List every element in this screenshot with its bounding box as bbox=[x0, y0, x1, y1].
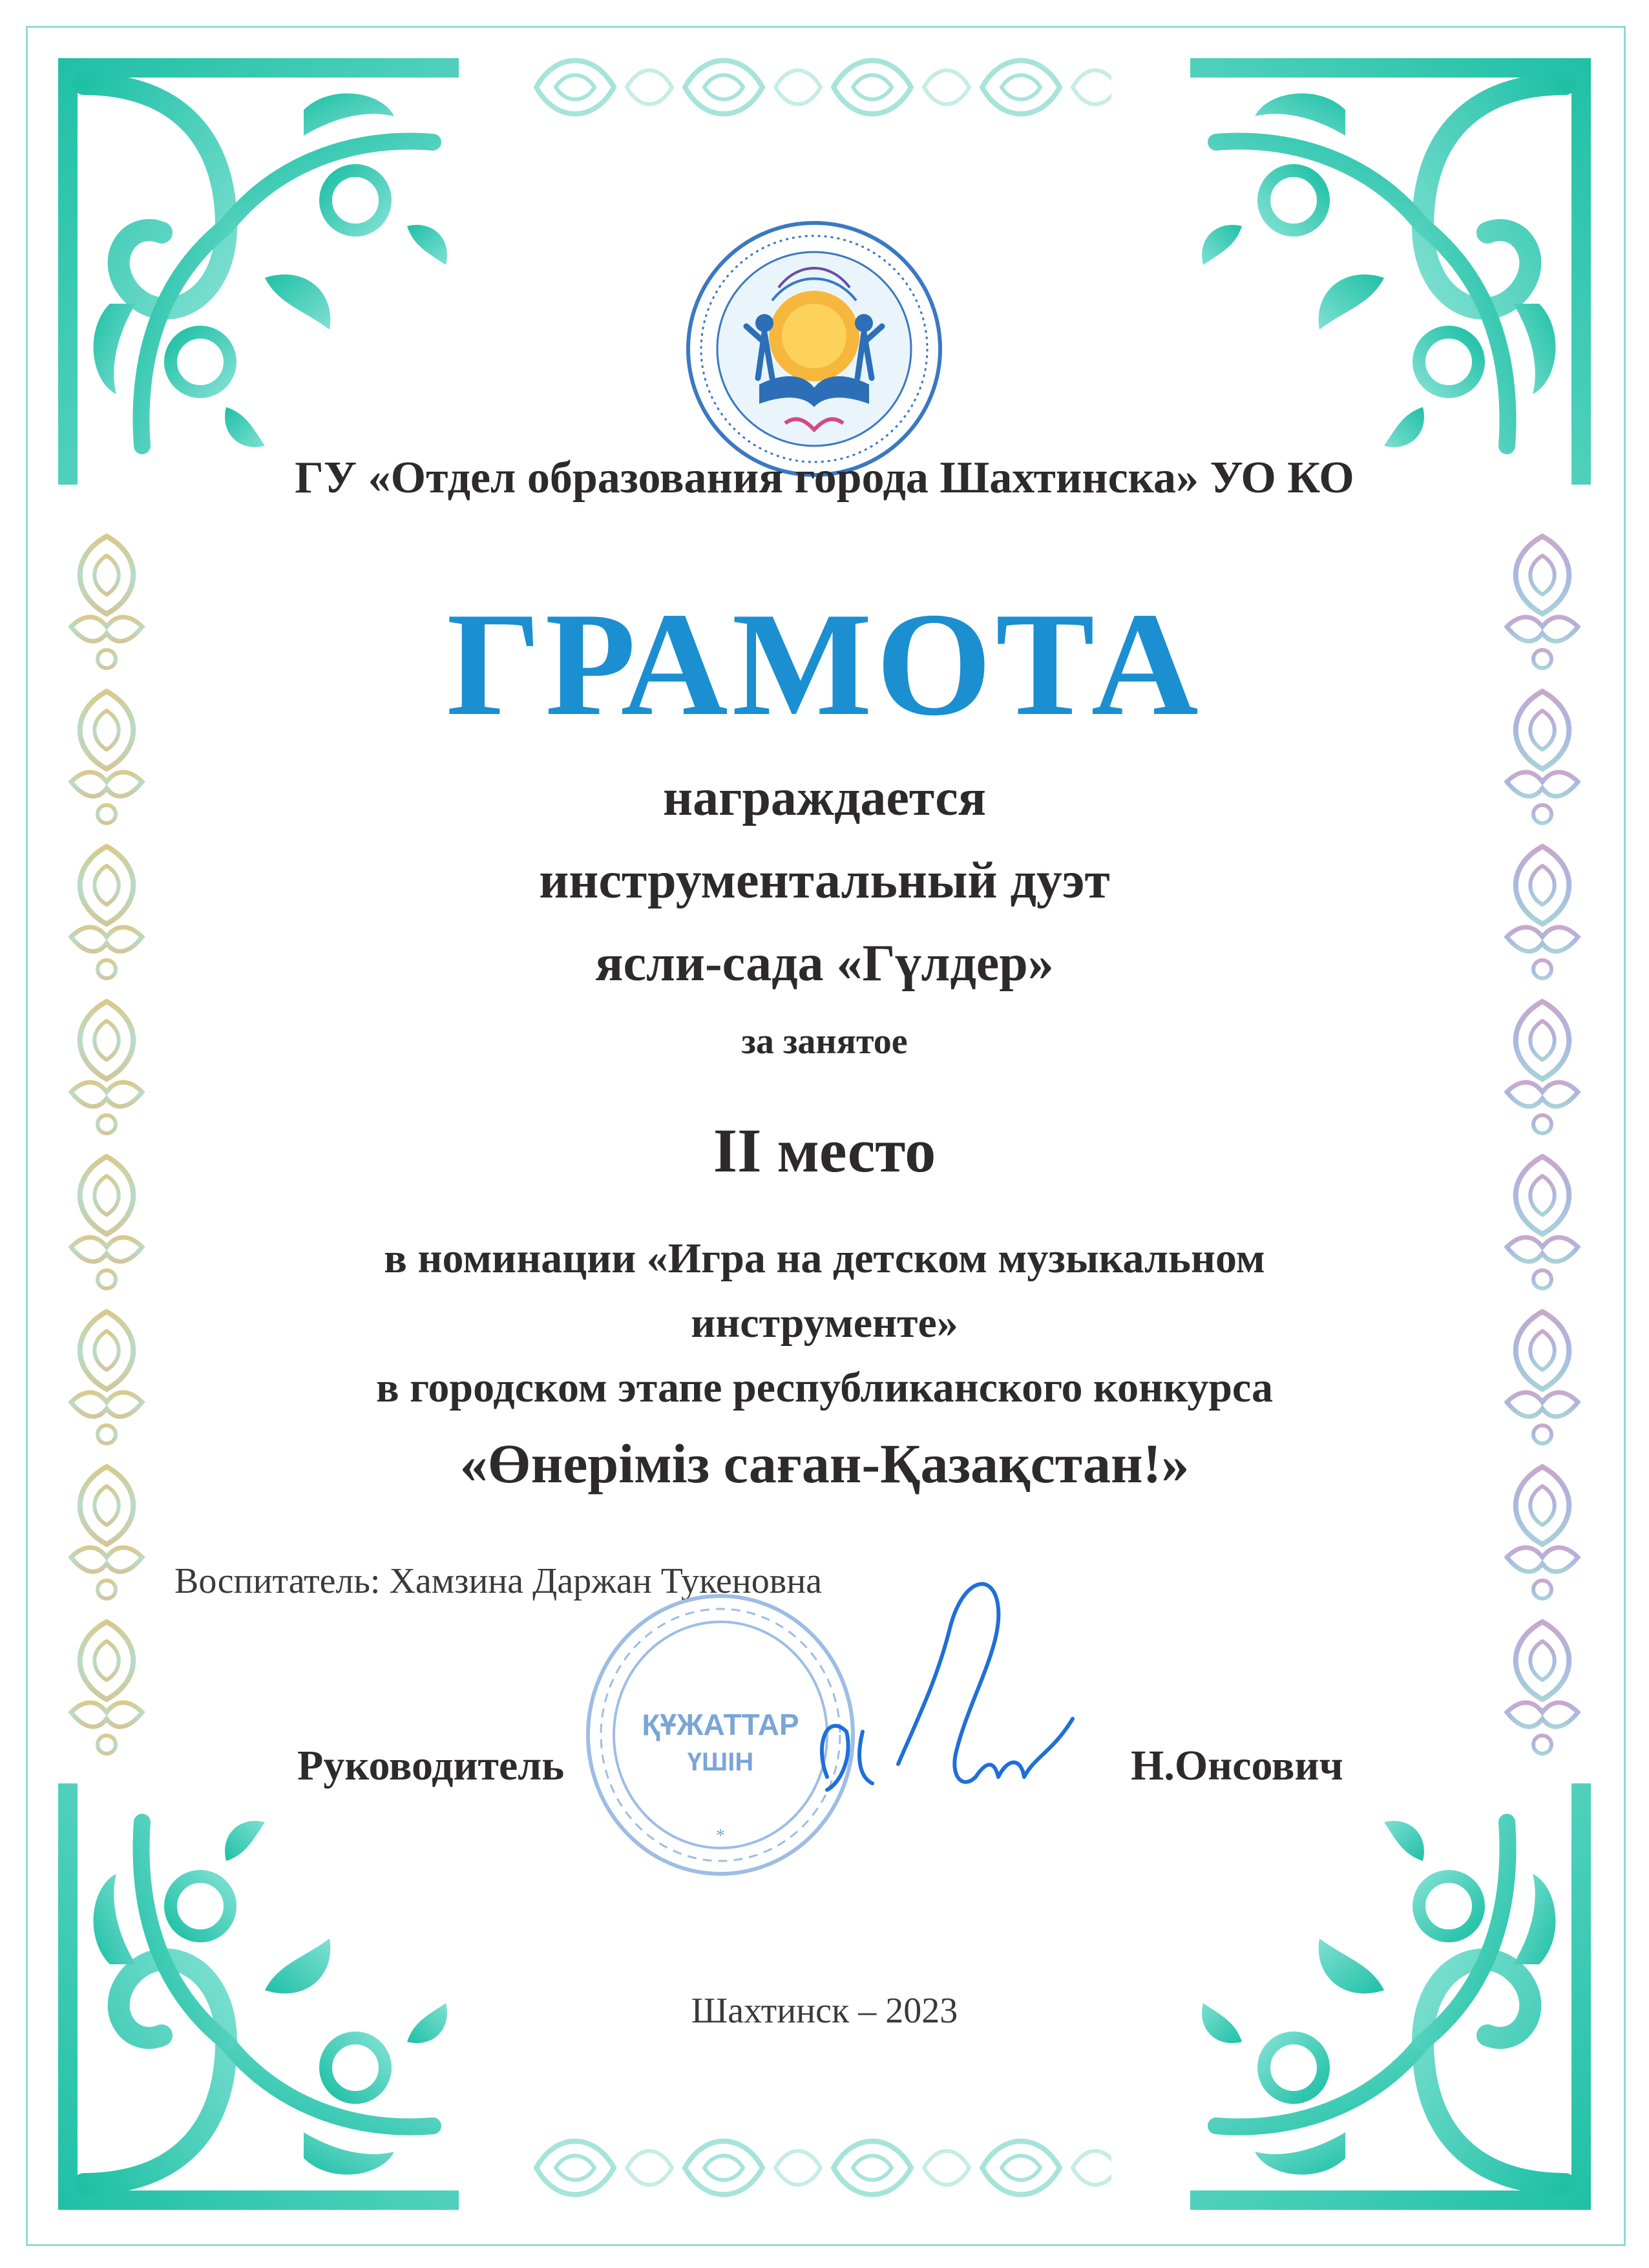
certificate-title: ГРАМОТА bbox=[446, 582, 1203, 746]
award-for-text: за занятое bbox=[741, 1022, 908, 1062]
nomination-line-2: инструменте» bbox=[691, 1299, 958, 1347]
corner-ornament-top-right bbox=[1177, 32, 1617, 498]
organization-name: ГУ «Отдел образования города Шахтинска» УО КО bbox=[295, 453, 1354, 503]
stamp-center-line-2: ҮШІН bbox=[687, 1748, 754, 1776]
corner-ornament-top-left bbox=[32, 32, 472, 498]
award-line-3: ясли-сада «Гүлдер» bbox=[595, 935, 1054, 992]
signature bbox=[801, 1564, 1111, 1835]
stamp-center-line-1: ҚҰЖАТТАР bbox=[642, 1708, 799, 1741]
award-line-1: награждается bbox=[663, 770, 986, 826]
education-department-logo-icon bbox=[682, 216, 947, 481]
contest-stage: в городском этапе республиканского конкурса bbox=[375, 1364, 1274, 1411]
head-name: Н.Онсович bbox=[1131, 1742, 1343, 1789]
teacher-name: Воспитатель: Хамзина Даржан Тукеновна bbox=[174, 1561, 823, 1601]
award-line-2: инструментальный дуэт bbox=[539, 852, 1110, 909]
svg-text:*: * bbox=[716, 1826, 725, 1846]
top-ornament-band bbox=[530, 39, 1111, 136]
contest-name: «Өнеріміз саған-Қазақстан!» bbox=[459, 1433, 1190, 1495]
award-place: II место bbox=[713, 1116, 936, 1185]
nomination-line-1: в номинации «Игра на детском музыкальном bbox=[384, 1235, 1265, 1282]
head-label: Руководитель bbox=[297, 1742, 565, 1789]
city-year: Шахтинск – 2023 bbox=[691, 1991, 958, 2031]
bottom-ornament-band bbox=[530, 2119, 1111, 2216]
